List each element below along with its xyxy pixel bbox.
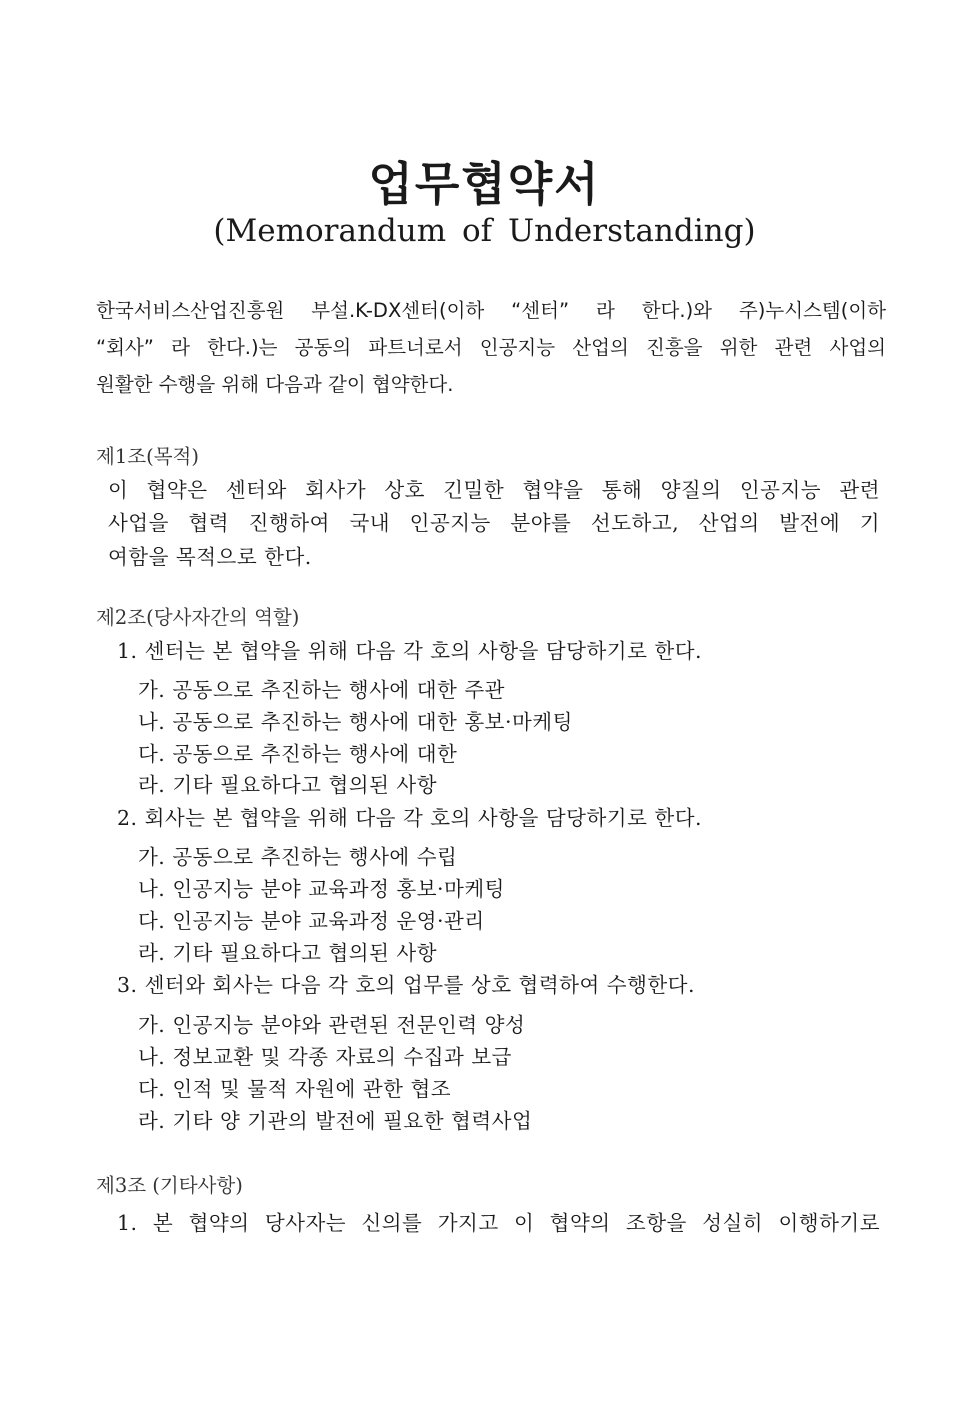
article1-line: 이 협약은 센터와 회사가 상호 긴밀한 협약을 통해 양질의 인공지능 관련 (108, 478, 880, 502)
intro-line: 한국서비스산업진흥원 부설.K-DX센터(이하 “센터” 라 한다.)와 주)누시스템(이하 (96, 299, 886, 322)
article3-heading: 제3조 (기타사항) (96, 1174, 243, 1197)
article2-item3-sub: 라. 기타 양 기관의 발전에 필요한 협력사업 (138, 1109, 533, 1133)
article2-item1-sub: 다. 공동으로 추진하는 행사에 대한 (138, 742, 458, 766)
intro-line: “회사” 라 한다.)는 공동의 파트너로서 인공지능 산업의 진흥을 위한 관련 사업의 (96, 336, 886, 359)
article2-item2: 2. 회사는 본 협약을 위해 다음 각 호의 사항을 담당하기로 한다. (117, 806, 703, 830)
article3-item1: 1. 본 협약의 당사자는 신의를 가지고 이 협약의 조항을 성실히 이행하기로 (117, 1211, 880, 1235)
article2-item1: 1. 센터는 본 협약을 위해 다음 각 호의 사항을 담당하기로 한다. (117, 639, 703, 663)
article2-item2-sub: 가. 공동으로 추진하는 행사에 수립 (138, 845, 458, 869)
intro-line: 원활한 수행을 위해 다음과 같이 협약한다. (96, 373, 454, 396)
document-subtitle: (Memorandum of Understanding) (213, 213, 756, 249)
article1-heading: 제1조(목적) (96, 445, 199, 468)
article2-item3-sub: 다. 인적 및 물적 자원에 관한 협조 (138, 1077, 452, 1101)
article1-line: 여함을 목적으로 한다. (108, 545, 312, 569)
article2-item3-sub: 가. 인공지능 분야와 관련된 전문인력 양성 (138, 1013, 526, 1037)
article2-heading: 제2조(당사자간의 역할) (96, 606, 300, 629)
article2-item1-sub: 라. 기타 필요하다고 협의된 사항 (138, 773, 438, 797)
article2-item2-sub: 라. 기타 필요하다고 협의된 사항 (138, 941, 438, 965)
article2-item2-sub: 나. 인공지능 분야 교육과정 홍보·마케팅 (138, 877, 505, 901)
intro-paragraph (96, 292, 886, 403)
document-title: 업무협약서 (368, 157, 601, 211)
article1-line: 사업을 협력 진행하여 국내 인공지능 분야를 선도하고, 산업의 발전에 기 (108, 511, 880, 535)
article2-item2-sub: 다. 인공지능 분야 교육과정 운영·관리 (138, 909, 485, 933)
article2-item3: 3. 센터와 회사는 다음 각 호의 업무를 상호 협력하여 수행한다. (117, 973, 695, 997)
article2-item1-sub: 가. 공동으로 추진하는 행사에 대한 주관 (138, 678, 505, 702)
article2-item1-sub: 나. 공동으로 추진하는 행사에 대한 홍보·마케팅 (138, 710, 573, 734)
article2-item3-sub: 나. 정보교환 및 각종 자료의 수집과 보급 (138, 1045, 512, 1069)
